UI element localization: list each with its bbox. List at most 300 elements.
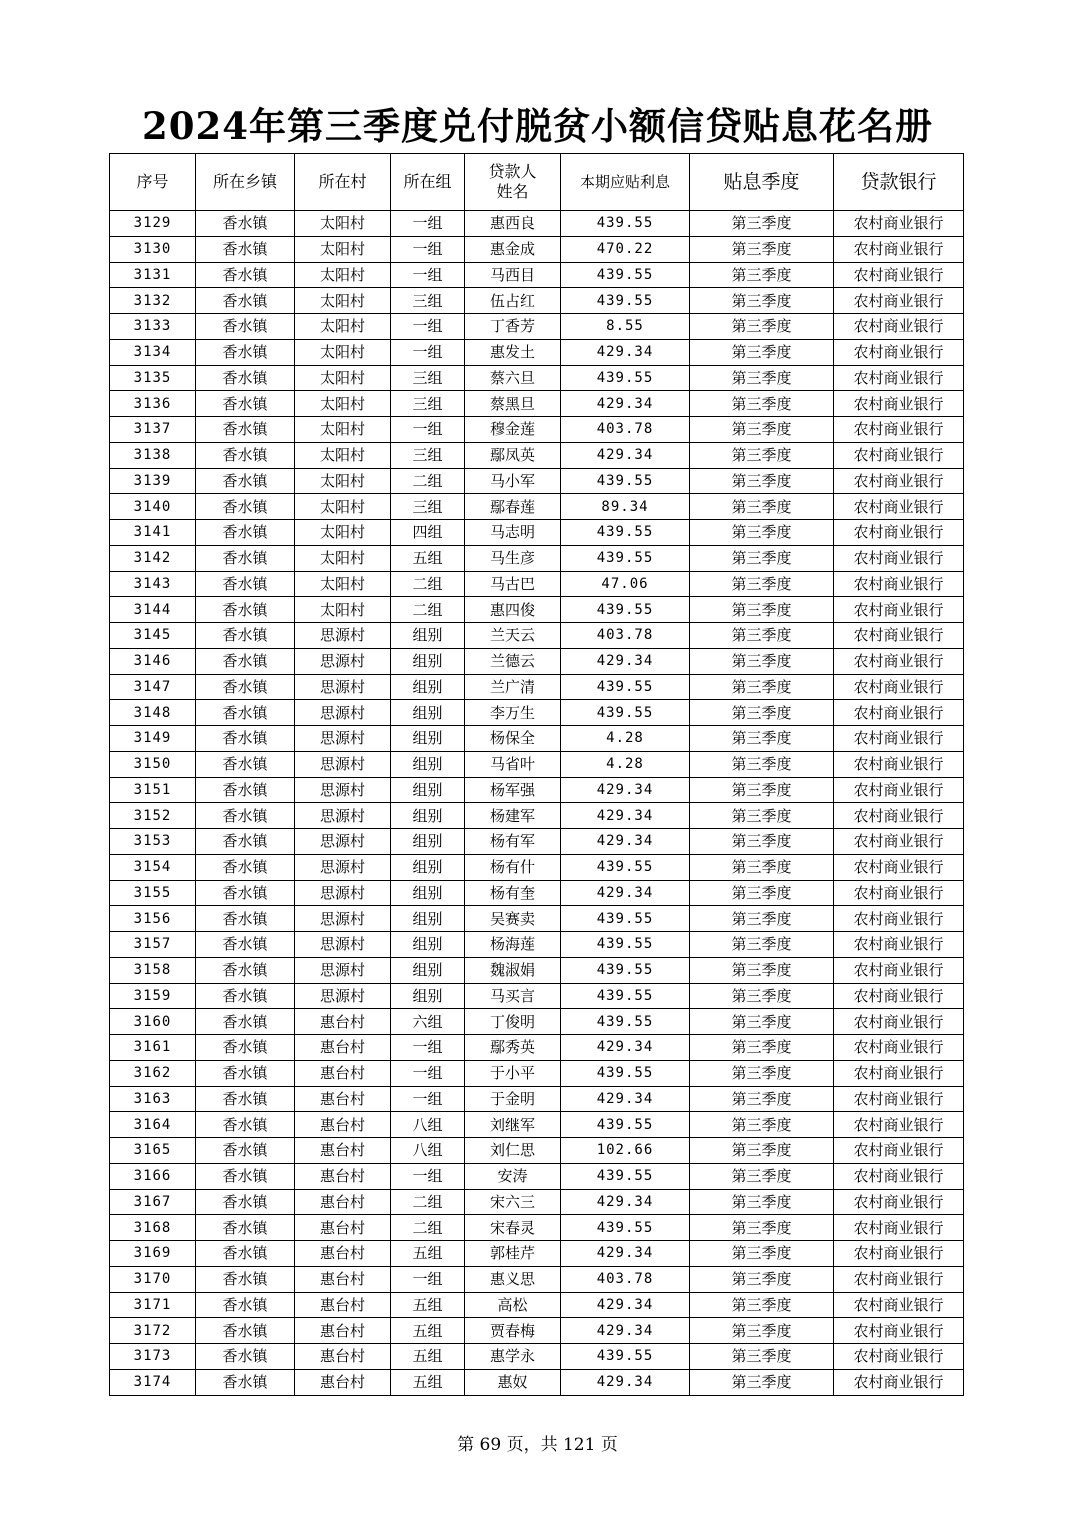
cell-group: 组别	[391, 700, 465, 726]
table-row	[110, 906, 964, 932]
cell-interest: 429.34	[561, 648, 690, 674]
header-group: 所在组	[391, 154, 465, 211]
cell-quarter: 第三季度	[690, 1112, 834, 1138]
cell-village: 思源村	[295, 777, 391, 803]
cell-serial: 3170	[110, 1266, 196, 1292]
cell-bank: 农村商业银行	[834, 1035, 964, 1061]
table-row	[110, 1086, 964, 1112]
cell-group: 组别	[391, 648, 465, 674]
cell-serial: 3146	[110, 648, 196, 674]
header-quarter: 贴息季度	[690, 154, 834, 211]
cell-borrower-name: 马省叶	[465, 751, 561, 777]
cell-bank: 农村商业银行	[834, 597, 964, 623]
cell-bank: 农村商业银行	[834, 1086, 964, 1112]
cell-interest: 429.34	[561, 1241, 690, 1267]
cell-town: 香水镇	[196, 726, 295, 752]
cell-group: 三组	[391, 365, 465, 391]
cell-serial: 3132	[110, 288, 196, 314]
cell-interest: 439.55	[561, 1060, 690, 1086]
cell-bank: 农村商业银行	[834, 1369, 964, 1395]
cell-village: 惠台村	[295, 1086, 391, 1112]
cell-interest: 439.55	[561, 365, 690, 391]
cell-interest: 439.55	[561, 262, 690, 288]
cell-village: 思源村	[295, 751, 391, 777]
cell-village: 太阳村	[295, 314, 391, 340]
cell-group: 一组	[391, 236, 465, 262]
cell-borrower-name: 李万生	[465, 700, 561, 726]
table-row	[110, 957, 964, 983]
cell-village: 惠台村	[295, 1241, 391, 1267]
table-row	[110, 520, 964, 546]
cell-bank: 农村商业银行	[834, 623, 964, 649]
cell-serial: 3162	[110, 1060, 196, 1086]
cell-town: 香水镇	[196, 1215, 295, 1241]
cell-bank: 农村商业银行	[834, 1189, 964, 1215]
cell-village: 惠台村	[295, 1163, 391, 1189]
cell-bank: 农村商业银行	[834, 700, 964, 726]
cell-group: 组别	[391, 777, 465, 803]
cell-town: 香水镇	[196, 365, 295, 391]
cell-quarter: 第三季度	[690, 339, 834, 365]
cell-town: 香水镇	[196, 1138, 295, 1164]
cell-serial: 3172	[110, 1318, 196, 1344]
cell-town: 香水镇	[196, 932, 295, 958]
cell-bank: 农村商业银行	[834, 674, 964, 700]
cell-village: 思源村	[295, 983, 391, 1009]
cell-group: 五组	[391, 1241, 465, 1267]
cell-borrower-name: 杨有军	[465, 829, 561, 855]
cell-bank: 农村商业银行	[834, 391, 964, 417]
header-bank: 贷款银行	[834, 154, 964, 211]
cell-quarter: 第三季度	[690, 829, 834, 855]
cell-town: 香水镇	[196, 1318, 295, 1344]
cell-interest: 403.78	[561, 1266, 690, 1292]
cell-group: 六组	[391, 1009, 465, 1035]
cell-bank: 农村商业银行	[834, 520, 964, 546]
cell-group: 组别	[391, 623, 465, 649]
cell-interest: 429.34	[561, 777, 690, 803]
cell-group: 三组	[391, 442, 465, 468]
cell-bank: 农村商业银行	[834, 932, 964, 958]
cell-village: 惠台村	[295, 1292, 391, 1318]
cell-bank: 农村商业银行	[834, 906, 964, 932]
table-row	[110, 597, 964, 623]
cell-borrower-name: 穆金莲	[465, 417, 561, 443]
cell-quarter: 第三季度	[690, 1318, 834, 1344]
cell-group: 组别	[391, 726, 465, 752]
table-row	[110, 545, 964, 571]
cell-bank: 农村商业银行	[834, 211, 964, 237]
cell-serial: 3140	[110, 494, 196, 520]
cell-serial: 3133	[110, 314, 196, 340]
cell-serial: 3137	[110, 417, 196, 443]
cell-bank: 农村商业银行	[834, 1112, 964, 1138]
cell-serial: 3158	[110, 957, 196, 983]
table-row	[110, 1060, 964, 1086]
cell-town: 香水镇	[196, 417, 295, 443]
cell-quarter: 第三季度	[690, 1035, 834, 1061]
cell-group: 五组	[391, 1318, 465, 1344]
table-row	[110, 880, 964, 906]
cell-borrower-name: 马志明	[465, 520, 561, 546]
cell-quarter: 第三季度	[690, 365, 834, 391]
cell-interest: 429.34	[561, 880, 690, 906]
table-row	[110, 1266, 964, 1292]
cell-town: 香水镇	[196, 545, 295, 571]
cell-interest: 429.34	[561, 1189, 690, 1215]
cell-village: 太阳村	[295, 365, 391, 391]
cell-group: 组别	[391, 983, 465, 1009]
cell-interest: 429.34	[561, 1035, 690, 1061]
cell-interest: 439.55	[561, 957, 690, 983]
table-row	[110, 1369, 964, 1395]
cell-village: 惠台村	[295, 1112, 391, 1138]
cell-town: 香水镇	[196, 1086, 295, 1112]
cell-village: 太阳村	[295, 417, 391, 443]
cell-town: 香水镇	[196, 1189, 295, 1215]
table-row	[110, 751, 964, 777]
cell-bank: 农村商业银行	[834, 803, 964, 829]
cell-serial: 3130	[110, 236, 196, 262]
cell-village: 惠台村	[295, 1369, 391, 1395]
subsidy-roster-table	[109, 153, 964, 1396]
cell-group: 二组	[391, 571, 465, 597]
cell-bank: 农村商业银行	[834, 751, 964, 777]
cell-town: 香水镇	[196, 777, 295, 803]
table-row	[110, 314, 964, 340]
cell-serial: 3160	[110, 1009, 196, 1035]
cell-interest: 439.55	[561, 468, 690, 494]
cell-town: 香水镇	[196, 829, 295, 855]
cell-serial: 3149	[110, 726, 196, 752]
cell-quarter: 第三季度	[690, 726, 834, 752]
cell-serial: 3169	[110, 1241, 196, 1267]
cell-interest: 8.55	[561, 314, 690, 340]
cell-serial: 3171	[110, 1292, 196, 1318]
cell-village: 思源村	[295, 648, 391, 674]
cell-quarter: 第三季度	[690, 648, 834, 674]
table-row	[110, 700, 964, 726]
header-town: 所在乡镇	[196, 154, 295, 211]
cell-interest: 403.78	[561, 623, 690, 649]
cell-bank: 农村商业银行	[834, 1060, 964, 1086]
cell-town: 香水镇	[196, 262, 295, 288]
cell-borrower-name: 惠奴	[465, 1369, 561, 1395]
cell-borrower-name: 马古巴	[465, 571, 561, 597]
table-row	[110, 803, 964, 829]
cell-group: 二组	[391, 1189, 465, 1215]
cell-borrower-name: 杨保全	[465, 726, 561, 752]
cell-quarter: 第三季度	[690, 777, 834, 803]
cell-borrower-name: 惠四俊	[465, 597, 561, 623]
table-row	[110, 1241, 964, 1267]
cell-town: 香水镇	[196, 1369, 295, 1395]
cell-village: 太阳村	[295, 262, 391, 288]
cell-quarter: 第三季度	[690, 442, 834, 468]
cell-quarter: 第三季度	[690, 854, 834, 880]
cell-group: 八组	[391, 1112, 465, 1138]
cell-village: 惠台村	[295, 1189, 391, 1215]
cell-bank: 农村商业银行	[834, 854, 964, 880]
cell-bank: 农村商业银行	[834, 1292, 964, 1318]
cell-serial: 3157	[110, 932, 196, 958]
cell-group: 三组	[391, 391, 465, 417]
cell-group: 二组	[391, 1215, 465, 1241]
cell-village: 思源村	[295, 829, 391, 855]
cell-serial: 3134	[110, 339, 196, 365]
cell-town: 香水镇	[196, 648, 295, 674]
cell-interest: 47.06	[561, 571, 690, 597]
cell-bank: 农村商业银行	[834, 777, 964, 803]
cell-interest: 439.55	[561, 854, 690, 880]
cell-town: 香水镇	[196, 1266, 295, 1292]
cell-village: 思源村	[295, 803, 391, 829]
cell-group: 组别	[391, 751, 465, 777]
cell-group: 五组	[391, 1292, 465, 1318]
cell-interest: 4.28	[561, 751, 690, 777]
cell-bank: 农村商业银行	[834, 648, 964, 674]
cell-serial: 3153	[110, 829, 196, 855]
cell-village: 太阳村	[295, 339, 391, 365]
cell-bank: 农村商业银行	[834, 957, 964, 983]
cell-town: 香水镇	[196, 442, 295, 468]
cell-borrower-name: 丁香芳	[465, 314, 561, 340]
cell-interest: 439.55	[561, 932, 690, 958]
cell-group: 五组	[391, 1369, 465, 1395]
cell-quarter: 第三季度	[690, 520, 834, 546]
cell-village: 太阳村	[295, 545, 391, 571]
cell-interest: 439.55	[561, 211, 690, 237]
table-row	[110, 1009, 964, 1035]
cell-interest: 439.55	[561, 983, 690, 1009]
cell-serial: 3173	[110, 1344, 196, 1370]
cell-group: 一组	[391, 417, 465, 443]
cell-borrower-name: 郭桂芹	[465, 1241, 561, 1267]
cell-bank: 农村商业银行	[834, 1241, 964, 1267]
cell-quarter: 第三季度	[690, 494, 834, 520]
cell-village: 思源村	[295, 674, 391, 700]
cell-borrower-name: 鄢秀英	[465, 1035, 561, 1061]
cell-borrower-name: 贾春梅	[465, 1318, 561, 1344]
cell-serial: 3136	[110, 391, 196, 417]
table-row	[110, 211, 964, 237]
cell-town: 香水镇	[196, 1163, 295, 1189]
cell-bank: 农村商业银行	[834, 1215, 964, 1241]
cell-village: 惠台村	[295, 1318, 391, 1344]
cell-group: 一组	[391, 1266, 465, 1292]
cell-borrower-name: 蔡黑旦	[465, 391, 561, 417]
table-row	[110, 932, 964, 958]
cell-group: 组别	[391, 854, 465, 880]
cell-serial: 3129	[110, 211, 196, 237]
cell-quarter: 第三季度	[690, 803, 834, 829]
cell-interest: 89.34	[561, 494, 690, 520]
cell-serial: 3151	[110, 777, 196, 803]
cell-serial: 3167	[110, 1189, 196, 1215]
cell-town: 香水镇	[196, 623, 295, 649]
cell-village: 太阳村	[295, 236, 391, 262]
cell-group: 二组	[391, 597, 465, 623]
cell-serial: 3161	[110, 1035, 196, 1061]
cell-village: 思源村	[295, 623, 391, 649]
cell-quarter: 第三季度	[690, 288, 834, 314]
cell-serial: 3139	[110, 468, 196, 494]
cell-town: 香水镇	[196, 1292, 295, 1318]
table-row	[110, 1138, 964, 1164]
cell-serial: 3168	[110, 1215, 196, 1241]
cell-group: 组别	[391, 906, 465, 932]
cell-group: 一组	[391, 1060, 465, 1086]
cell-borrower-name: 刘仁思	[465, 1138, 561, 1164]
cell-borrower-name: 吴赛卖	[465, 906, 561, 932]
cell-borrower-name: 惠金成	[465, 236, 561, 262]
cell-serial: 3174	[110, 1369, 196, 1395]
cell-bank: 农村商业银行	[834, 1163, 964, 1189]
cell-group: 组别	[391, 803, 465, 829]
cell-interest: 439.55	[561, 906, 690, 932]
cell-town: 香水镇	[196, 1344, 295, 1370]
cell-quarter: 第三季度	[690, 623, 834, 649]
cell-quarter: 第三季度	[690, 932, 834, 958]
cell-village: 太阳村	[295, 494, 391, 520]
cell-quarter: 第三季度	[690, 983, 834, 1009]
cell-village: 太阳村	[295, 520, 391, 546]
cell-interest: 439.55	[561, 1009, 690, 1035]
cell-interest: 439.55	[561, 520, 690, 546]
cell-village: 思源村	[295, 726, 391, 752]
table-row	[110, 1215, 964, 1241]
cell-serial: 3150	[110, 751, 196, 777]
table-body	[110, 211, 964, 1396]
cell-town: 香水镇	[196, 700, 295, 726]
cell-village: 惠台村	[295, 1035, 391, 1061]
cell-village: 思源村	[295, 854, 391, 880]
cell-borrower-name: 马小军	[465, 468, 561, 494]
cell-borrower-name: 伍占红	[465, 288, 561, 314]
cell-town: 香水镇	[196, 751, 295, 777]
cell-borrower-name: 惠发土	[465, 339, 561, 365]
cell-borrower-name: 杨军强	[465, 777, 561, 803]
cell-borrower-name: 兰德云	[465, 648, 561, 674]
cell-quarter: 第三季度	[690, 571, 834, 597]
cell-quarter: 第三季度	[690, 751, 834, 777]
cell-town: 香水镇	[196, 1035, 295, 1061]
cell-quarter: 第三季度	[690, 1292, 834, 1318]
cell-quarter: 第三季度	[690, 1344, 834, 1370]
page-footer: 第 69 页，共 121 页	[457, 1435, 618, 1455]
cell-bank: 农村商业银行	[834, 829, 964, 855]
cell-group: 四组	[391, 520, 465, 546]
cell-village: 太阳村	[295, 211, 391, 237]
cell-town: 香水镇	[196, 494, 295, 520]
cell-serial: 3159	[110, 983, 196, 1009]
cell-bank: 农村商业银行	[834, 545, 964, 571]
cell-village: 太阳村	[295, 442, 391, 468]
cell-bank: 农村商业银行	[834, 880, 964, 906]
cell-quarter: 第三季度	[690, 1266, 834, 1292]
cell-interest: 403.78	[561, 417, 690, 443]
cell-serial: 3141	[110, 520, 196, 546]
cell-town: 香水镇	[196, 906, 295, 932]
cell-interest: 439.55	[561, 545, 690, 571]
cell-group: 一组	[391, 262, 465, 288]
cell-borrower-name: 刘继军	[465, 1112, 561, 1138]
cell-bank: 农村商业银行	[834, 262, 964, 288]
cell-interest: 4.28	[561, 726, 690, 752]
cell-quarter: 第三季度	[690, 1060, 834, 1086]
cell-quarter: 第三季度	[690, 545, 834, 571]
cell-interest: 439.55	[561, 1344, 690, 1370]
cell-town: 香水镇	[196, 880, 295, 906]
cell-bank: 农村商业银行	[834, 1138, 964, 1164]
table-row	[110, 468, 964, 494]
cell-quarter: 第三季度	[690, 1138, 834, 1164]
cell-quarter: 第三季度	[690, 1215, 834, 1241]
cell-quarter: 第三季度	[690, 1086, 834, 1112]
cell-serial: 3165	[110, 1138, 196, 1164]
cell-bank: 农村商业银行	[834, 983, 964, 1009]
cell-town: 香水镇	[196, 211, 295, 237]
table-row	[110, 571, 964, 597]
table-row	[110, 1292, 964, 1318]
cell-town: 香水镇	[196, 288, 295, 314]
cell-serial: 3135	[110, 365, 196, 391]
cell-quarter: 第三季度	[690, 674, 834, 700]
cell-town: 香水镇	[196, 854, 295, 880]
cell-serial: 3148	[110, 700, 196, 726]
table-row	[110, 494, 964, 520]
cell-group: 组别	[391, 880, 465, 906]
cell-quarter: 第三季度	[690, 880, 834, 906]
cell-borrower-name: 马生彦	[465, 545, 561, 571]
cell-group: 组别	[391, 829, 465, 855]
cell-group: 五组	[391, 545, 465, 571]
cell-quarter: 第三季度	[690, 1369, 834, 1395]
cell-interest: 470.22	[561, 236, 690, 262]
cell-town: 香水镇	[196, 803, 295, 829]
cell-bank: 农村商业银行	[834, 571, 964, 597]
cell-town: 香水镇	[196, 957, 295, 983]
cell-interest: 429.34	[561, 829, 690, 855]
cell-village: 惠台村	[295, 1344, 391, 1370]
cell-group: 一组	[391, 339, 465, 365]
cell-interest: 429.34	[561, 1369, 690, 1395]
cell-group: 组别	[391, 932, 465, 958]
cell-interest: 429.34	[561, 1086, 690, 1112]
header-borrower-name: 贷款人 姓名	[465, 154, 561, 211]
table-row	[110, 777, 964, 803]
table-row	[110, 726, 964, 752]
table-row	[110, 1112, 964, 1138]
cell-interest: 429.34	[561, 391, 690, 417]
table-row	[110, 983, 964, 1009]
cell-quarter: 第三季度	[690, 1189, 834, 1215]
cell-borrower-name: 魏淑娟	[465, 957, 561, 983]
table-row	[110, 854, 964, 880]
cell-bank: 农村商业银行	[834, 365, 964, 391]
cell-bank: 农村商业银行	[834, 339, 964, 365]
cell-village: 思源村	[295, 957, 391, 983]
cell-borrower-name: 于金明	[465, 1086, 561, 1112]
cell-town: 香水镇	[196, 571, 295, 597]
cell-town: 香水镇	[196, 236, 295, 262]
cell-interest: 429.34	[561, 1292, 690, 1318]
cell-quarter: 第三季度	[690, 236, 834, 262]
table-row	[110, 417, 964, 443]
cell-serial: 3156	[110, 906, 196, 932]
table-row	[110, 1344, 964, 1370]
cell-serial: 3164	[110, 1112, 196, 1138]
